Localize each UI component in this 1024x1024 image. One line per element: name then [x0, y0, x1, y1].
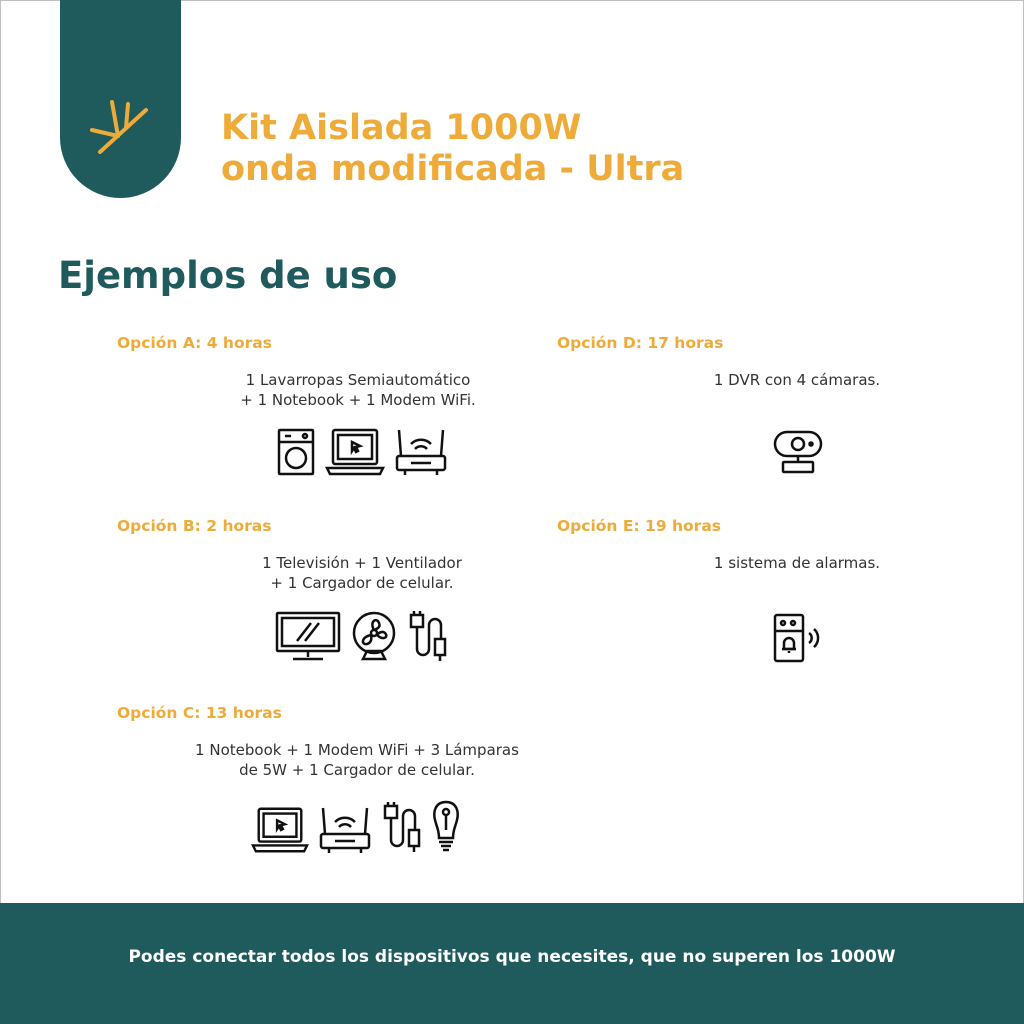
option-d-icons: [773, 428, 823, 476]
option-c-label: Opción C: 13 horas: [117, 704, 282, 722]
wifi-router-icon: [319, 804, 371, 854]
option-b-label: Opción B: 2 horas: [117, 517, 272, 535]
footer-text: Podes conectar todos los dispositivos que necesites, que no superen los 1000W: [128, 947, 896, 967]
light-bulb-icon: [431, 800, 461, 854]
sun-burst-icon: [88, 96, 152, 160]
option-c-desc-line-2: de 5W + 1 Cargador de celular.: [239, 761, 475, 779]
option-e-icons: [773, 613, 825, 663]
washing-machine-icon: [277, 426, 315, 476]
charger-cable-icon: [407, 609, 447, 663]
option-a-desc-line-1: 1 Lavarropas Semiautomático: [245, 371, 471, 389]
option-d-desc-line-1: 1 DVR con 4 cámaras.: [713, 371, 881, 389]
laptop-icon: [251, 806, 309, 854]
option-a-icons: [277, 426, 447, 476]
webcam-icon: [773, 428, 823, 476]
option-b-icons: [275, 609, 447, 663]
section-heading: Ejemplos de uso: [58, 254, 398, 297]
television-icon: [275, 611, 341, 663]
option-c-description: [177, 740, 537, 780]
alarm-device-icon: [773, 613, 825, 663]
option-c-icons: [251, 800, 461, 854]
laptop-icon: [325, 428, 385, 476]
option-a-description: [203, 370, 513, 410]
option-b-desc-line-2: + 1 Cargador de celular.: [270, 574, 454, 592]
option-b-desc-line-1: 1 Televisión + 1 Ventilador: [262, 554, 462, 572]
option-c-desc-line-1: 1 Notebook + 1 Modem WiFi + 3 Lámparas: [195, 741, 519, 759]
option-e-description: [677, 553, 917, 573]
option-d-description: [667, 370, 927, 390]
footer-banner: [0, 903, 1024, 1024]
option-b-description: [217, 553, 507, 593]
product-title: [221, 108, 684, 189]
option-d-label: Opción D: 17 horas: [557, 334, 724, 352]
title-line-2: onda modificada - Ultra: [221, 148, 685, 189]
title-line-1: Kit Aislada 1000W: [221, 108, 582, 148]
option-a-label: Opción A: 4 horas: [117, 334, 272, 352]
fan-icon: [351, 611, 397, 663]
charger-cable-icon: [381, 800, 421, 854]
option-e-label: Opción E: 19 horas: [557, 517, 722, 535]
option-a-desc-line-2: + 1 Notebook + 1 Modem WiFi.: [240, 391, 476, 409]
option-e-desc-line-1: 1 sistema de alarmas.: [713, 554, 881, 572]
logo-tab: [60, 0, 181, 198]
wifi-router-icon: [395, 426, 447, 476]
